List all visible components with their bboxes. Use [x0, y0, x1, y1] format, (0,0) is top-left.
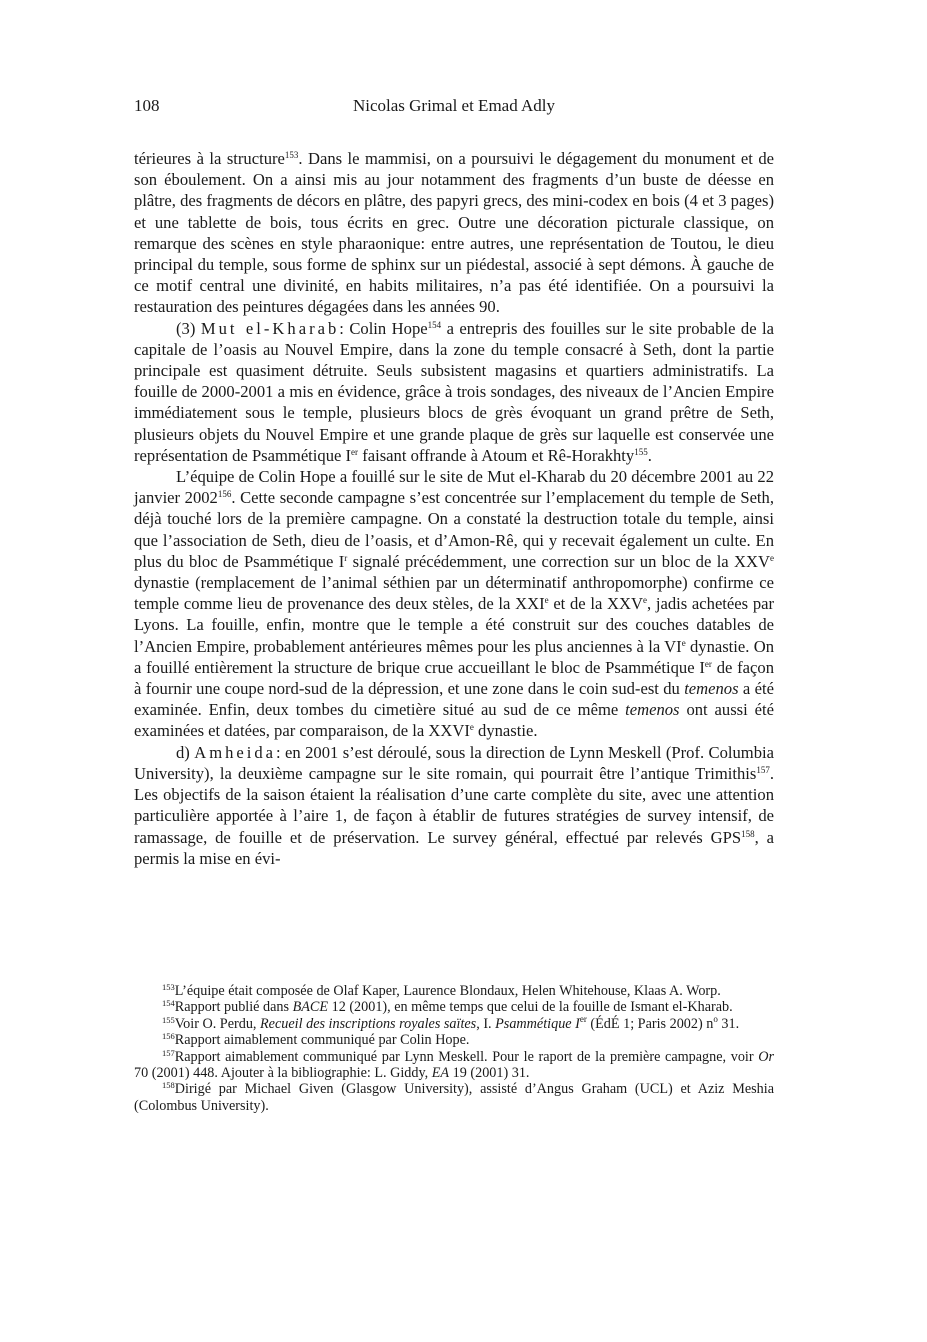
italic-title: EA — [431, 1065, 450, 1082]
footnote-text: Dirigé par Michael Given (Glasgow University), assisté d’Angus Graham (UCL) et Aziz Meshia (Colombus University). — [134, 1081, 774, 1114]
footnote-text: L’équipe était composée de Olaf Kaper, Laurence Blondaux, Helen Whitehouse, Klaas A. Worp. — [174, 983, 721, 999]
paragraph-amheida — [134, 742, 774, 869]
text-run: : en 2001 s’est déroulé, sous la direction de Lynn Meskell (Prof. Columbia University), la deuxième campagne sur le site romain, qui pourrait être l’antique Trimithis — [134, 742, 774, 783]
superscript: r — [344, 552, 348, 563]
superscript: e — [643, 595, 648, 606]
text-run: dynastie (remplacement de l’animal séthien par un déterminatif anthropomorphe) confirme ce temple comme lieu de provenance des deux stèles, de la XXI — [134, 573, 774, 614]
footnote-154 — [134, 999, 774, 1015]
section-marker: d) — [176, 742, 195, 762]
italic-title: Recueil des inscriptions royales saïtes — [260, 1015, 477, 1032]
footnote-number: 156 — [162, 1031, 175, 1042]
text-run: , jadis achetées par Lyons. La fouille, enfin, montre que le temple a été construit sur des couches datables de l’Ancien Empire, probablement antérieures mêmes pour les plus anciennes à la VI — [134, 594, 775, 656]
italic-title: Or — [758, 1048, 774, 1065]
text-run: . Dans le mammisi, on a poursuivi le dégagement du monument et de son éboulement. On a ainsi mis au jour notamment des fragments d’un buste de déesse en plâtre, des fragments de décors en plâtre, des papyri grecs, des mini-codex en bois (4 et 3 pages) et une tablette de bois, tous écrits en grec. Outre une décoration picturale classique, on remarque des scènes en style pharaonique: entre autres, une représentation de Toutou, le dieu principal du temple, sous forme de sphinx sur un piédestal, associé à sept démons. À gauche de ce motif central une divinité, en habits militaires, n’a pas été identifiée. On a poursuivi la restauration des peintures dégagées dans les années 90. — [134, 149, 774, 317]
text-run: ont aussi été examinées et datées, par comparaison, de la XXVI — [134, 700, 774, 741]
footnote-text: (ÉdÉ 1; Paris 2002) n — [586, 1015, 714, 1032]
site-name: Amheida — [194, 742, 277, 762]
footnote-number: 158 — [162, 1080, 175, 1091]
text-run: a été examinée. Enfin, deux tombes du cimetière situé au sud de ce même — [134, 679, 774, 720]
footnote-ref: 157 — [756, 764, 770, 775]
paragraph-mut-el-kharab — [134, 318, 774, 466]
text-run: . Cette seconde campagne s’est concentrée sur l’emplacement du temple de Seth, déjà touché lors de la première campagne. On a constaté la destruction totale du temple, ainsi que l’association de Seth, dieu de l’oasis, et d’Amon-Rê, qui y recevait également un culte. En plus du bloc de Psammétique I — [134, 488, 774, 571]
italic-title: Psammétique I — [495, 1015, 580, 1032]
superscript: e — [469, 722, 474, 733]
superscript: er — [351, 446, 359, 457]
footnote-ref: 156 — [217, 489, 232, 500]
superscript: er — [704, 658, 712, 669]
paragraph-colin-hope-2001 — [134, 466, 774, 742]
footnote-text: 70 (2001) 448. Ajouter à la bibliographie: L. Giddy, — [134, 1065, 432, 1082]
footnotes — [134, 983, 774, 1114]
text-run: et de la XXV — [548, 594, 644, 614]
section-marker: (3) — [176, 318, 201, 338]
text-run: a entrepris des fouilles sur le site probable de la capitale de l’oasis au Nouvel Empire, dans la zone du temple consacré à Seth, dont la partie principale est quasiment détruite. Seuls subsistent magasins et quartiers administratifs. La fouille de 2000-2001 a mis en évidence, grâce à trois sondages, des niveaux de l’Ancien Empire immédiatement sous le temple, plusieurs blocs de grès évoquant un grand prêtre de Seth, plusieurs objets du Nouvel Empire et une grande plaque de grès sur laquelle est conservée une représentation de Psammétique I — [134, 318, 774, 465]
footnote-155 — [134, 1013, 774, 1032]
text-run: signalé précédemment, une correction sur un bloc de la XXV — [347, 551, 770, 571]
text-run: L’équipe de Colin Hope a fouillé sur le site de Mut el-Kharab du 20 décembre 2001 au 22 janvier 2002 — [134, 467, 774, 508]
text-run: de façon à fournir une coupe nord-sud de la dépression, et une zone dans le coin sud-est du — [134, 657, 774, 699]
footnote-ref: 155 — [634, 446, 648, 457]
text-run: dynastie. On a fouillé entièrement la structure de brique crue accueillant le bloc de Psammétique I — [134, 636, 774, 677]
text-run: térieures à la structure — [134, 149, 285, 168]
running-head: Nicolas Grimal et Emad Adly — [352, 96, 556, 115]
footnote-text: 31. — [717, 1015, 740, 1032]
page-header — [134, 96, 774, 120]
footnote-156 — [134, 1032, 774, 1048]
text-run: faisant offrande à Atoum et Rê-Horakhty — [358, 445, 635, 465]
paragraph-mammisi — [134, 148, 774, 318]
footnote-number: 155 — [162, 1014, 175, 1025]
footnote-number: 157 — [162, 1047, 175, 1058]
superscript: o — [713, 1013, 718, 1024]
text-run: , a permis la mise en évi- — [134, 827, 774, 868]
footnote-ref: 154 — [427, 319, 442, 330]
footnote-text: , I. — [476, 1015, 496, 1032]
page-number: 108 — [134, 96, 160, 115]
superscript: e — [544, 595, 549, 606]
footnote-text: 12 (2001), en même temps que celui de la fouille de Ismant el-Kharab. — [328, 999, 733, 1016]
superscript: er — [579, 1013, 587, 1024]
footnote-number: 153 — [162, 982, 175, 992]
footnote-text: Voir O. Perdu, — [174, 1015, 261, 1032]
text-run: dynastie. — [473, 721, 538, 741]
text-run: . Les objectifs de la saison étaient la réalisation d’une carte complète du site, avec une attention particulière apportée à l’aire 1, de façon à établir de futures stratégies de survey intensif, de ramassage, de fouille et de préservation. Le survey général, effectué par relevés GPS — [134, 763, 774, 847]
footnote-ref: 153 — [284, 150, 299, 160]
superscript: e — [770, 552, 774, 563]
italic-term: temenos — [684, 679, 739, 699]
text-run: : Colin Hope — [339, 318, 428, 338]
superscript: e — [681, 637, 686, 648]
footnote-text: Rapport publié dans — [174, 999, 293, 1016]
footnote-number: 154 — [162, 998, 175, 1009]
footnote-ref: 158 — [741, 828, 755, 839]
footnote-157 — [134, 1049, 774, 1082]
footnote-153 — [134, 983, 774, 999]
footnote-text: Rapport aimablement communiqué par Lynn Meskell. Pour le raport de la première campagne, voir — [174, 1048, 759, 1065]
main-text — [134, 148, 774, 869]
footnote-text: Rapport aimablement communiqué par Colin Hope. — [174, 1032, 470, 1049]
italic-title: BACE — [292, 999, 329, 1016]
footnote-158 — [134, 1081, 774, 1114]
text-run: . — [647, 445, 652, 465]
italic-term: temenos — [625, 700, 680, 720]
footnote-text: 19 (2001) 31. — [449, 1065, 530, 1082]
site-name: Mut el-Kharab — [200, 318, 340, 338]
